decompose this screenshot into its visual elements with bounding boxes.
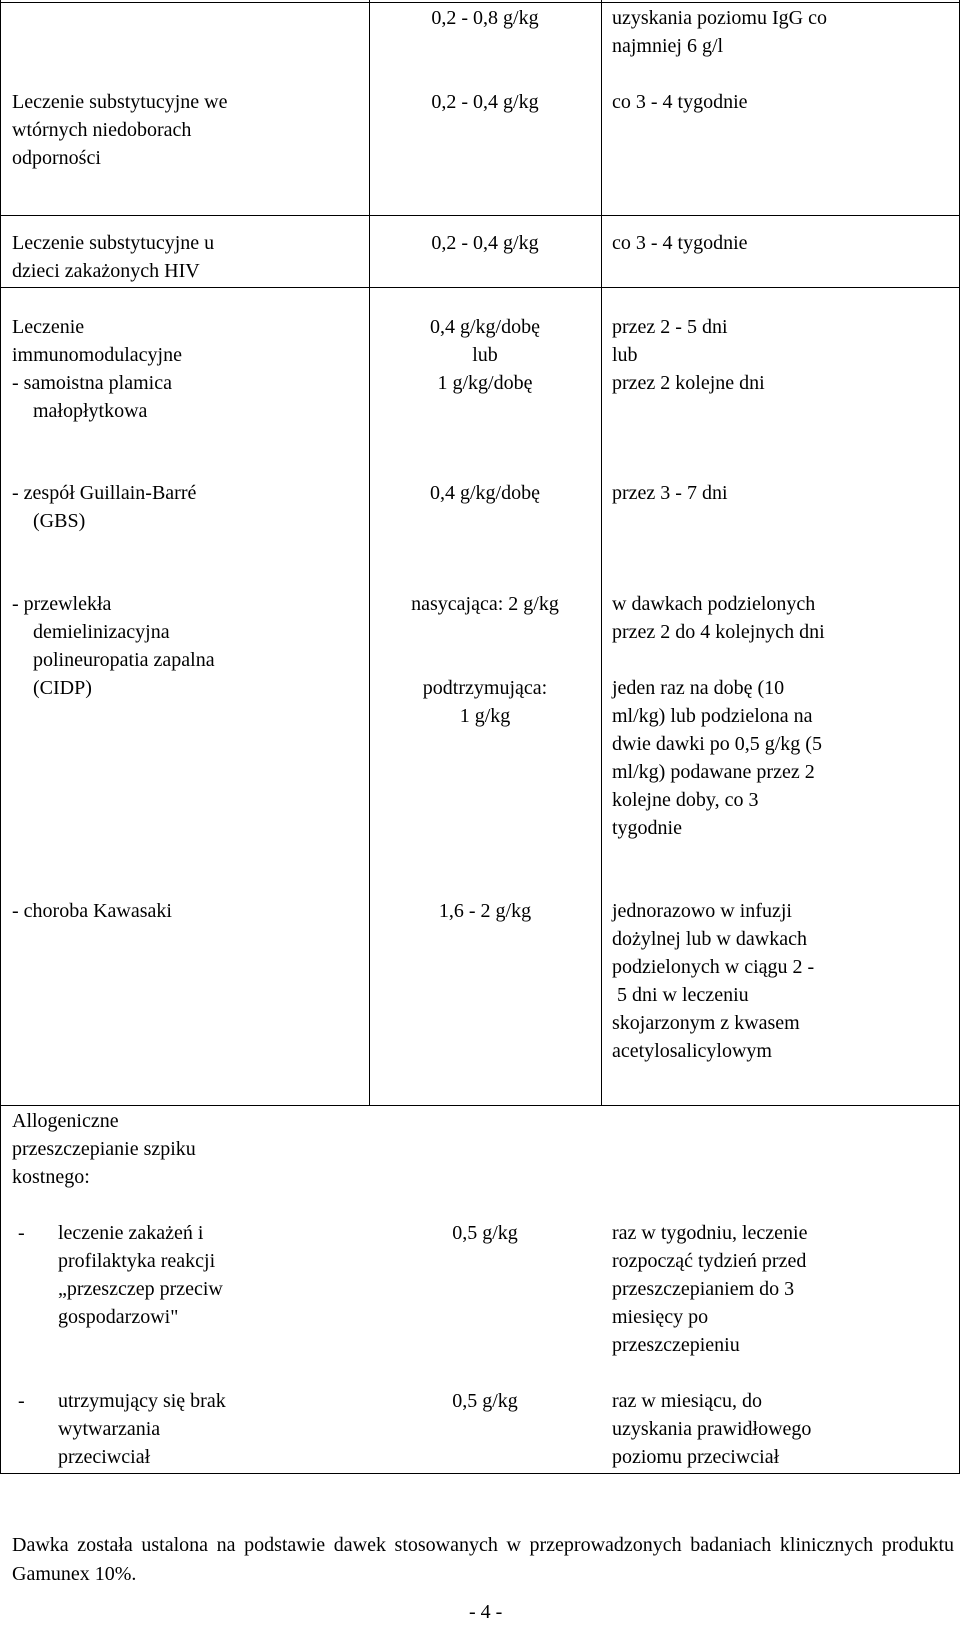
r7a-indication-line: gospodarzowi"	[58, 1306, 179, 1328]
r4-indication-line: (GBS)	[33, 510, 86, 532]
r7a-freq-line: rozpocząć tydzień przed	[612, 1250, 807, 1272]
r3-freq-line: przez 2 - 5 dni	[612, 316, 728, 338]
r7a-dash: -	[18, 1222, 25, 1244]
r1-freq-a1: uzyskania poziomu IgG co	[612, 7, 827, 29]
r5-dose-maintenance-line: podtrzymująca:	[422, 677, 548, 699]
table-border-left	[0, 0, 1, 1474]
table-divider-2	[601, 0, 602, 1105]
footnote: Dawka została ustalona na podstawie dawek stosowanych w przeprowadzonych badaniach klinicznych produktu Gamunex 10%.	[12, 1534, 954, 1585]
r2-indication-line: dzieci zakażonych HIV	[12, 260, 200, 282]
r5-freq-a-line: w dawkach podzielonych	[612, 593, 816, 615]
r4-dose: 0,4 g/kg/dobę	[430, 482, 540, 504]
r6-dose: 1,6 - 2 g/kg	[438, 900, 532, 922]
r5-dose-loading: nasycająca: 2 g/kg	[411, 593, 559, 615]
r2-dose: 0,2 - 0,4 g/kg	[431, 232, 539, 254]
r6-freq-line: jednorazowo w infuzji	[612, 900, 792, 922]
r7a-freq-line: przeszczepianiem do 3	[612, 1278, 795, 1300]
r3-indication-line: immunomodulacyjne	[12, 344, 182, 366]
r4-indication-line: - zespół Guillain-Barré	[12, 482, 197, 504]
r6-freq-line: podzielonych w ciągu 2 -	[612, 956, 815, 978]
table-divider-1	[369, 0, 370, 1105]
page-number: - 4 -	[469, 1601, 503, 1623]
r7a-indication-line: leczenie zakażeń i	[58, 1222, 204, 1244]
r1-dose-a: 0,2 - 0,8 g/kg	[431, 7, 539, 29]
r5-freq-b-line: jeden raz na dobę (10	[612, 677, 785, 699]
r6-indication: - choroba Kawasaki	[12, 900, 172, 922]
r7b-freq-line: uzyskania prawidłowego	[612, 1418, 812, 1440]
r7b-indication-line: utrzymujący się brak	[58, 1390, 226, 1412]
r6-freq-line: acetylosalicylowym	[612, 1040, 772, 1062]
r1-indication-line: odporności	[12, 147, 101, 169]
r7-indication-line: Allogeniczne	[12, 1110, 119, 1132]
r4-freq: przez 3 - 7 dni	[612, 482, 728, 504]
r7-indication-line: przeszczepianie szpiku	[12, 1138, 196, 1160]
r5-indication-line: (CIDP)	[33, 677, 92, 699]
table-border-bottom	[0, 1473, 960, 1474]
r1-indication-line: wtórnych niedoborach	[12, 119, 192, 141]
r2-freq: co 3 - 4 tygodnie	[612, 232, 748, 254]
table-border-top	[0, 2, 960, 3]
r3-indication-line: - samoistna plamica	[12, 372, 172, 394]
r1-dose-b: 0,2 - 0,4 g/kg	[431, 91, 539, 113]
r7b-dose: 0,5 g/kg	[452, 1390, 518, 1412]
r1-indication-line: Leczenie substytucyjne we	[12, 91, 228, 113]
r5-freq-a-line: przez 2 do 4 kolejnych dni	[612, 621, 825, 643]
row-divider-2	[0, 287, 960, 288]
r3-indication-line: małopłytkowa	[33, 400, 148, 422]
row-divider-1	[0, 215, 960, 216]
r3-freq-line: lub	[612, 344, 638, 366]
r7a-freq-line: przeszczepieniu	[612, 1334, 740, 1356]
r5-freq-b-line: ml/kg) podawane przez 2	[612, 761, 815, 783]
r5-freq-b-line: dwie dawki po 0,5 g/kg (5	[612, 733, 822, 755]
r5-indication-line: demielinizacyjna	[33, 621, 170, 643]
r6-freq-line: dożylnej lub w dawkach	[612, 928, 807, 950]
r5-dose-maintenance-line: 1 g/kg	[459, 705, 511, 727]
r1-freq-a2: najmniej 6 g/l	[612, 35, 724, 57]
r3-dose-line: 1 g/kg/dobę	[437, 372, 533, 394]
r7b-indication-line: wytwarzania	[58, 1418, 161, 1440]
r1-freq-b: co 3 - 4 tygodnie	[612, 91, 748, 113]
r7a-indication-line: „przeszczep przeciw	[58, 1278, 223, 1300]
r3-indication-line: Leczenie	[12, 316, 85, 338]
r3-freq-line: przez 2 kolejne dni	[612, 372, 765, 394]
r7b-freq-line: raz w miesiącu, do	[612, 1390, 762, 1412]
r5-indication-line: - przewlekła	[12, 593, 112, 615]
r5-freq-b-line: kolejne doby, co 3	[612, 789, 759, 811]
r6-freq-line: 5 dni w leczeniu	[617, 984, 749, 1006]
r7a-freq-line: raz w tygodniu, leczenie	[612, 1222, 808, 1244]
r5-indication-line: polineuropatia zapalna	[33, 649, 215, 671]
r5-freq-b-line: tygodnie	[612, 817, 682, 839]
r7b-freq-line: poziomu przeciwciał	[612, 1446, 780, 1468]
r7a-dose: 0,5 g/kg	[452, 1222, 518, 1244]
r3-dose-line: 0,4 g/kg/dobę	[430, 316, 540, 338]
r6-freq-line: skojarzonym z kwasem	[612, 1012, 800, 1034]
r2-indication-line: Leczenie substytucyjne u	[12, 232, 215, 254]
r3-dose-line: lub	[472, 344, 498, 366]
r5-freq-b-line: ml/kg) lub podzielona na	[612, 705, 813, 727]
r7a-freq-line: miesięcy po	[612, 1306, 709, 1328]
r7a-indication-line: profilaktyka reakcji	[58, 1250, 216, 1272]
r7b-indication-line: przeciwciał	[58, 1446, 151, 1468]
r7-indication-line: kostnego:	[12, 1166, 90, 1188]
row-divider-3	[0, 1105, 960, 1106]
r7b-dash: -	[18, 1390, 25, 1412]
